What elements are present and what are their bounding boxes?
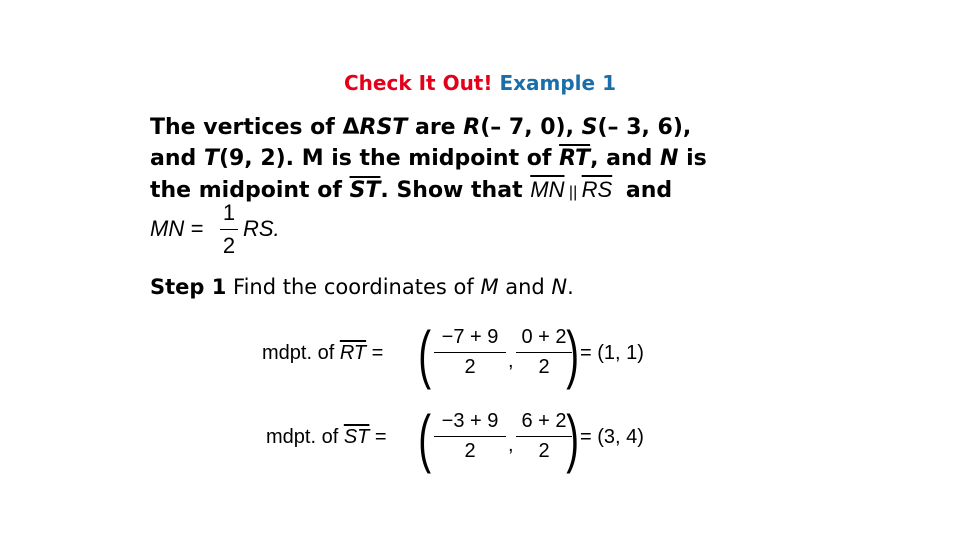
coords-r: (– 7, 0), (480, 115, 582, 140)
right-paren: ) (566, 402, 580, 474)
vertex-t: T (203, 146, 219, 171)
text: . Show that (380, 178, 531, 203)
title-example: Example 1 (499, 71, 616, 95)
coords-s: (– 3, 6), (597, 115, 692, 140)
mn-lhs: MN = (150, 216, 204, 241)
numerator: 6 + 2 (521, 410, 567, 432)
comma: , (508, 434, 514, 456)
fraction-x (434, 326, 506, 379)
numerator: −7 + 9 (441, 326, 499, 348)
segment-rs: $\overline{RS}$ (581, 177, 613, 202)
point-n: N (551, 275, 568, 299)
mn-rhs: RS. (243, 216, 280, 241)
right-paren: ) (566, 318, 580, 390)
text: , and (590, 146, 661, 171)
step-label: Step 1 (150, 275, 227, 299)
title-check-it-out: Check It Out! (344, 71, 493, 95)
point-m: M (480, 275, 499, 299)
text: the midpoint of (150, 178, 350, 203)
text: is (678, 146, 707, 171)
problem-statement (150, 112, 850, 208)
vertex-r: R (463, 115, 481, 140)
text: mdpt. of (262, 342, 340, 364)
eq1-label (262, 342, 383, 365)
denominator: 2 (222, 233, 236, 258)
segment-rt: $\overline{RT}$ (339, 342, 367, 364)
text: mdpt. of (266, 426, 344, 448)
slide-title (0, 71, 960, 95)
left-paren: ( (418, 318, 432, 390)
fraction-y (516, 326, 572, 379)
text: The vertices of Δ (150, 115, 360, 140)
comma: , (508, 350, 514, 372)
point-n: N (660, 146, 679, 171)
numerator: 0 + 2 (521, 326, 567, 348)
text: and (150, 146, 204, 171)
segment-st: $\overline{ST}$ (343, 426, 370, 448)
triangle-name: RST (359, 115, 408, 140)
denominator: 2 (464, 356, 476, 378)
text: and (498, 275, 552, 299)
text: Find the coordinates of (226, 275, 481, 299)
equals: = (366, 342, 384, 364)
numerator: −3 + 9 (441, 410, 499, 432)
fraction-bar (516, 352, 572, 353)
eq1-result: = (1, 1) (580, 342, 644, 364)
fraction-bar (434, 436, 506, 437)
fraction-y (516, 410, 572, 463)
denominator: 2 (538, 440, 550, 462)
problem-line-2 (150, 143, 850, 174)
fraction-bar (516, 436, 572, 437)
parallel-symbol: || (564, 184, 582, 201)
fraction-one-half (220, 200, 238, 259)
segment-rt: $\overline{RT}$ (559, 146, 591, 171)
numerator: 1 (222, 200, 236, 225)
text: and (618, 178, 673, 203)
segment-mn: $\overline{MN}$ (530, 177, 565, 202)
text: are (407, 115, 464, 140)
denominator: 2 (464, 440, 476, 462)
vertex-s: S (581, 115, 598, 140)
fraction-bar (434, 352, 506, 353)
fraction-x (434, 410, 506, 463)
denominator: 2 (538, 356, 550, 378)
text: (9, 2). M is the midpoint of (218, 146, 560, 171)
fraction-bar (220, 229, 238, 230)
problem-line-1 (150, 112, 850, 143)
eq2-result: = (3, 4) (580, 426, 644, 448)
segment-st: $\overline{ST}$ (349, 178, 381, 203)
eq2-label (266, 426, 387, 449)
problem-line-3 (150, 174, 850, 208)
equals: = (369, 426, 387, 448)
left-paren: ( (418, 402, 432, 474)
text: . (567, 275, 574, 299)
step-1 (150, 275, 574, 299)
